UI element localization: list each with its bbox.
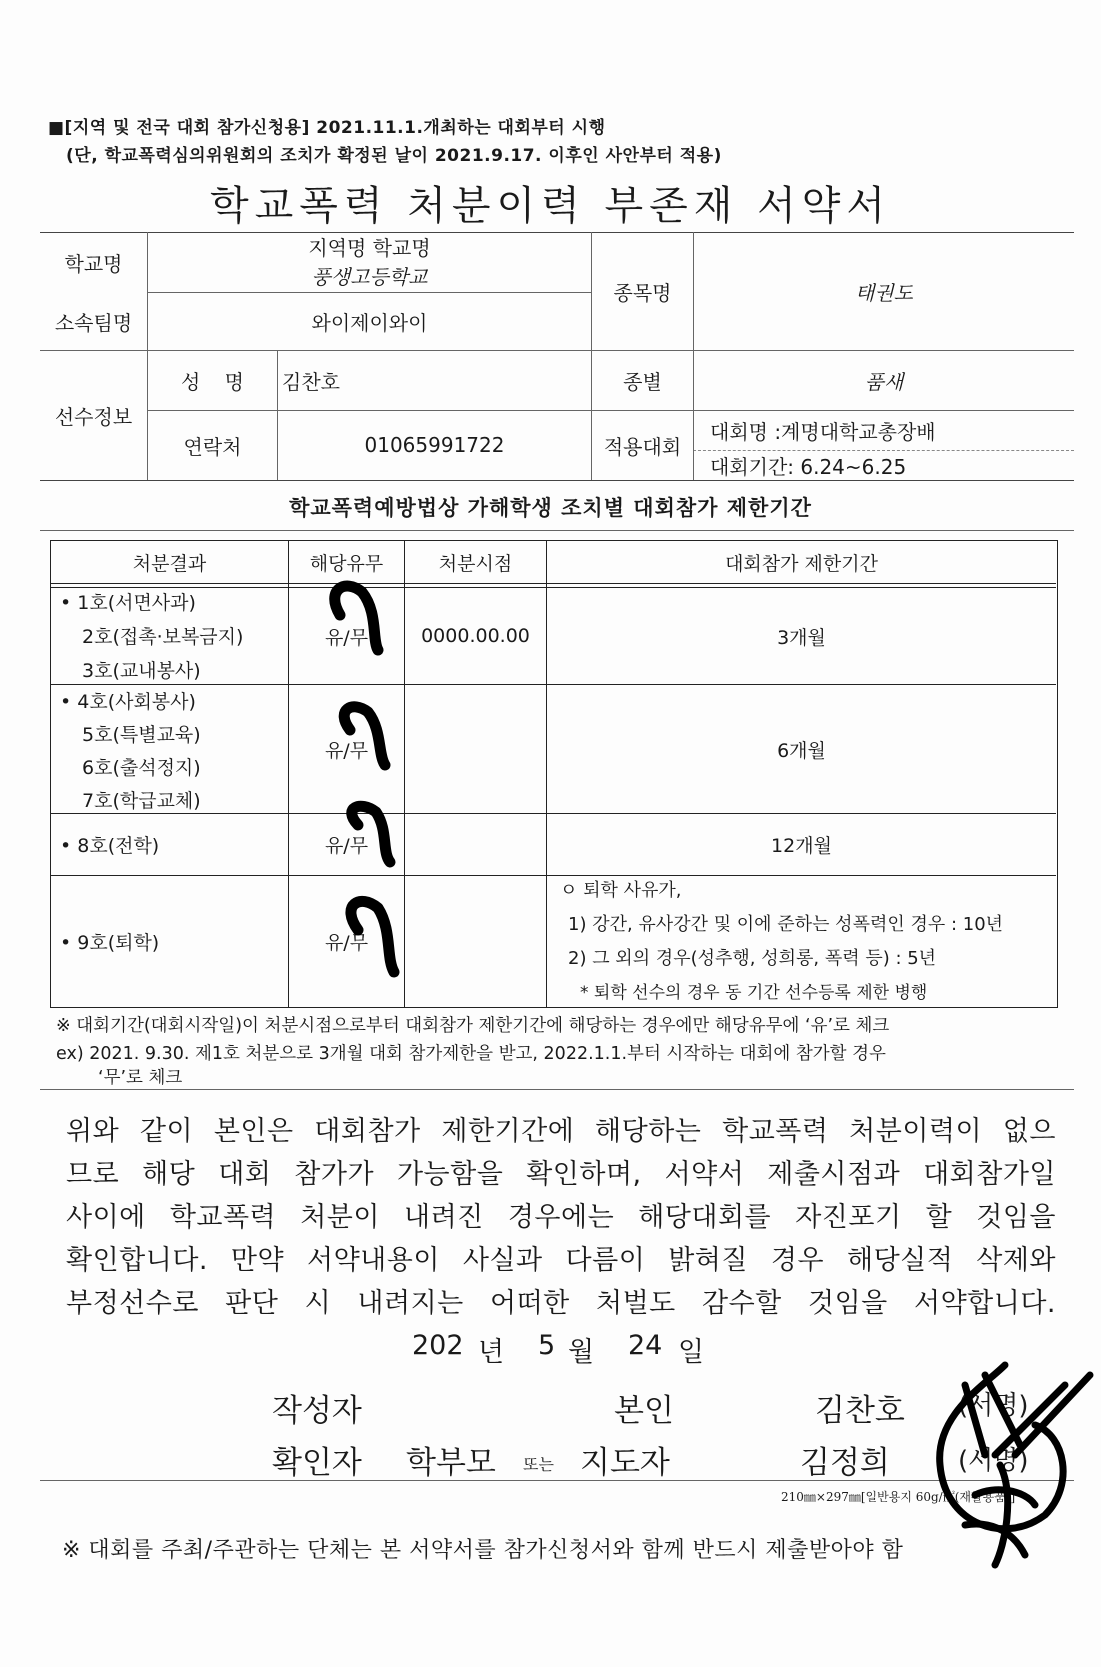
- team-label: 소속팀명: [54, 310, 133, 335]
- table-row-limit: 3개월: [777, 626, 826, 649]
- competition-period: 대회기간: 6.24~6.25: [710, 454, 907, 479]
- pledge-line: 사이에 학교폭력 처분이 내려진 경우에는 해당대회를 자진포기 할 것임을: [66, 1202, 1056, 1233]
- confirmer-or: 또는: [523, 1455, 554, 1474]
- table-row-result-line: • 4호(사회봉사): [60, 691, 196, 713]
- category-label: 종별: [623, 369, 662, 394]
- table-row-applicable: 유/무: [324, 931, 369, 954]
- table-header-result: 처분결과: [132, 552, 207, 575]
- table-row-result-line: • 9호(퇴학): [60, 931, 160, 954]
- info-bottom-border: [40, 480, 1074, 481]
- applied-competition-label: 적용대회: [603, 434, 682, 459]
- section-line: [40, 530, 1074, 531]
- date-day-unit: 일: [678, 1337, 705, 1368]
- footer-note: ※ 대회를 주최/주관하는 단체는 본 서약서를 참가신청서와 함께 반드시 제출받아야 함: [62, 1538, 904, 1563]
- pledge-line: 위와 같이 본인은 대회참가 제한기간에 해당하는 학교폭력 처분이력이 없으: [66, 1116, 1056, 1147]
- event-label: 종목명: [613, 280, 672, 305]
- table-header-date: 처분시점: [438, 552, 513, 575]
- category-value: 품새: [864, 369, 904, 394]
- table-row-date: 0000.00.00: [421, 625, 530, 647]
- table-row-date: [405, 685, 546, 813]
- confirmer-role-parent: 학부모: [406, 1445, 496, 1481]
- table-row-limit-line: 1) 강간, 유사강간 및 이에 준하는 성폭력인 경우 : 10년: [568, 914, 1004, 935]
- name-label: 성 명: [181, 369, 244, 394]
- table-row-applicable: 유/무: [324, 739, 369, 762]
- note-1: ※ 대회기간(대회시작일)이 처분시점으로부터 대회참가 제한기간에 해당하는 경우에만 해당유무에 ‘유’로 체크: [56, 1016, 890, 1036]
- writer-role: 본인: [614, 1393, 674, 1429]
- competition-name: 대회명 :계명대학교총장배: [710, 419, 936, 444]
- table-row-applicable: 유/무: [324, 835, 369, 857]
- table-header-applicable: 해당유무: [309, 552, 384, 575]
- table-row-limit-line: 2) 그 외의 경우(성추행, 성희롱, 폭력 등) : 5년: [568, 948, 937, 969]
- table-row-result-line: 2호(접촉·보복금지): [82, 626, 244, 648]
- pledge-line: 확인합니다. 만약 서약내용이 사실과 다름이 밝혀질 경우 해당실적 삭제와: [66, 1245, 1056, 1276]
- player-label: 선수정보: [54, 404, 133, 429]
- date-month-unit: 월: [568, 1337, 595, 1368]
- confirmer-role-coach: 지도자: [580, 1445, 670, 1481]
- table-row-applicable: 유/무: [324, 626, 369, 649]
- contact-label: 연락처: [183, 434, 242, 459]
- table-row-result-line: 6호(출석정지): [82, 757, 201, 779]
- section-title: 학교폭력예방법상 가해학생 조치별 대회참가 제한기간: [289, 496, 812, 520]
- date-month: 5: [538, 1330, 556, 1361]
- school-value: 풍생고등학교: [311, 264, 428, 289]
- confirmer-name: 김정희: [800, 1445, 890, 1481]
- writer-label: 작성자: [272, 1393, 362, 1429]
- paper-spec: 210㎜×297㎜[일반용지 60g/㎡(재활용품)]: [781, 1490, 1016, 1504]
- writer-name: 김찬호: [815, 1393, 905, 1429]
- notes-divider: [40, 1089, 1074, 1090]
- table-row-result-line: • 8호(전학): [60, 835, 160, 857]
- writer-seal: (서명): [958, 1391, 1029, 1421]
- school-label: 학교명: [64, 251, 123, 276]
- confirmer-seal: (서명): [958, 1446, 1029, 1476]
- note-3: ‘무’로 체크: [98, 1068, 183, 1088]
- table-row-limit: 12개월: [771, 835, 832, 857]
- contact-value: 01065991722: [364, 433, 505, 457]
- table-row-result-line: 5호(특별교육): [82, 724, 201, 746]
- pledge-line: 부정선수로 판단 시 내려지는 어떠한 처벌도 감수할 것임을 서약합니다.: [66, 1288, 1056, 1319]
- table-row-result-line: 3호(교내봉사): [82, 660, 201, 682]
- header-line-2: (단, 학교폭력심의위원회의 조치가 확정된 날이 2021.9.17. 이후인 사안부터 적용): [66, 146, 722, 166]
- table-row-limit: 6개월: [777, 739, 826, 762]
- name-value: 김찬호: [282, 369, 340, 394]
- table-row-result-line: • 1호(서면사과): [60, 592, 196, 614]
- table-header-limit: 대회참가 제한기간: [725, 552, 878, 575]
- date-year-unit: 년: [478, 1337, 505, 1368]
- document-title: 학교폭력 처분이력 부존재 서약서: [209, 183, 892, 229]
- event-value: 태권도: [855, 280, 913, 305]
- pledge-paragraph: [66, 1110, 1056, 1325]
- table-row-date: [405, 814, 546, 875]
- pledge-line: 므로 해당 대회 참가가 가능함을 확인하며, 서약서 제출시점과 대회참가일: [66, 1159, 1056, 1190]
- date-day: 24: [628, 1330, 663, 1361]
- school-sub-label: 지역명 학교명: [308, 235, 431, 260]
- note-2: ex) 2021. 9.30. 제1호 처분으로 3개월 대회 참가제한을 받고, 2022.1.1.부터 시작하는 대회에 참가할 경우: [56, 1044, 886, 1064]
- table-row-date: [405, 876, 546, 1006]
- date-year: 202: [412, 1330, 464, 1361]
- confirmer-label: 확인자: [272, 1445, 362, 1481]
- table-row-result-line: 7호(학급교체): [82, 790, 201, 812]
- table-line: [50, 583, 1056, 584]
- team-value: 와이제이와이: [311, 310, 428, 335]
- table-row-limit-line: ㅇ 퇴학 사유가,: [560, 880, 682, 901]
- header-line-1: ■[지역 및 전국 대회 참가신청용] 2021.11.1.개최하는 대회부터 시행: [48, 118, 606, 138]
- signature-divider: [40, 1480, 1074, 1481]
- table-row-limit-line: * 퇴학 선수의 경우 동 기간 선수등록 제한 병행: [580, 983, 928, 1003]
